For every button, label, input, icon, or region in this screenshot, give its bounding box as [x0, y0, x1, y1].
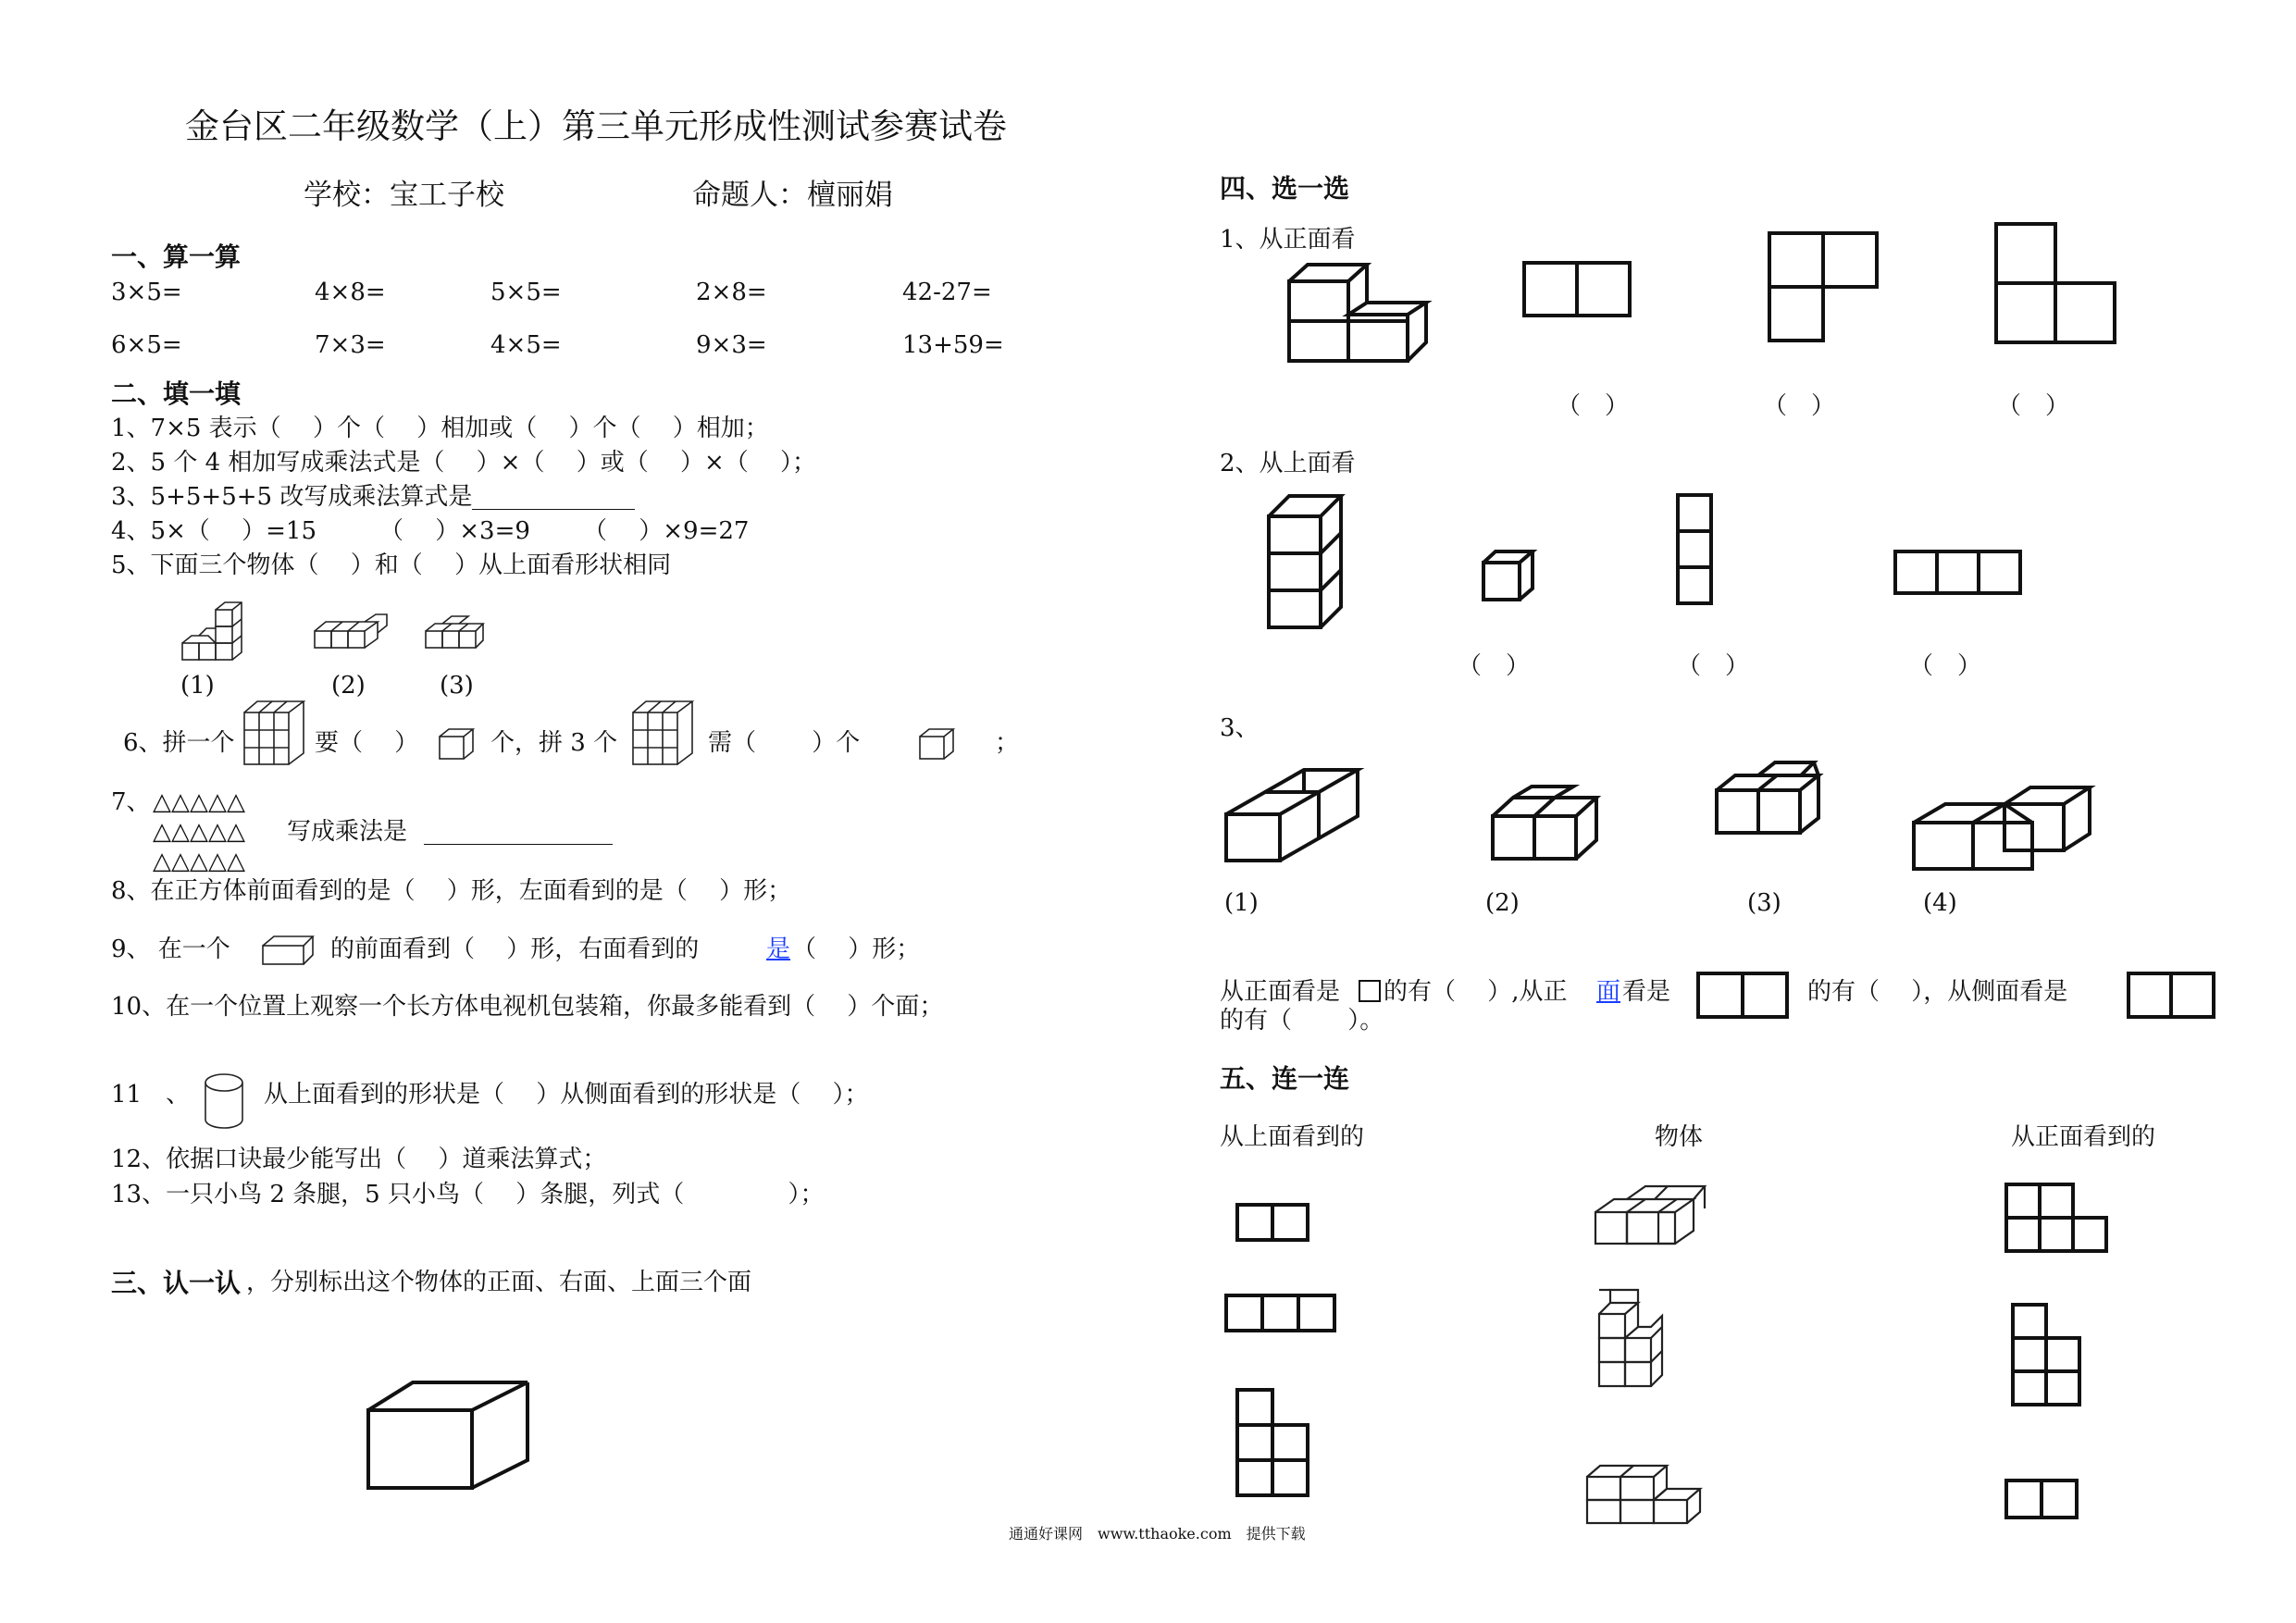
school-label: 学校：宝工子校 [304, 179, 504, 212]
q3-line1a: 从正面看是 [1220, 978, 1341, 1006]
section3-heading: 三、认一认 [111, 1268, 242, 1298]
fill-q9a: 9、 在一个 [111, 935, 230, 963]
fill-q6a: 6、拼一个 [123, 729, 235, 757]
fill-q11b: 从上面看到的形状是（ ）从侧面看到的形状是（ ）； [264, 1081, 869, 1109]
front-view-1[interactable] [2004, 1183, 2112, 1257]
q3-label-3: (3) [1747, 889, 1781, 917]
col-header-object: 物体 [1655, 1123, 1704, 1151]
answer-line-q3[interactable] [472, 509, 635, 510]
author-label: 命题人：檀丽娟 [692, 179, 893, 212]
q3-line1b: 的有（ ）,从正 [1384, 978, 1568, 1006]
section3-text: ，分别标出这个物体的正面、右面、上面三个面 [246, 1269, 752, 1296]
calc-r1-c5: 42-27= [902, 279, 992, 306]
q1-option-3[interactable] [1994, 222, 2120, 348]
q5-label-3: (3) [440, 672, 474, 700]
q2-option-2[interactable] [1675, 492, 1716, 607]
footer-credit: 通通好课网 www.tthaoke.com 提供下载 [1009, 1525, 1306, 1542]
fill-q4c: （ ）×9=27 [583, 517, 750, 545]
q6-large-cube-icon [242, 700, 318, 766]
q3-double-square-icon-2 [2127, 972, 2217, 1020]
q3-line2: 的有（ ）。 [1220, 1007, 1384, 1035]
section5-heading: 五、连一连 [1220, 1063, 1350, 1094]
s3-cuboid-figure[interactable] [361, 1379, 546, 1499]
fill-q6b: 要（ ） [315, 729, 419, 757]
q2-paren-2[interactable]: （ ） [1677, 652, 1750, 680]
q1-option-1[interactable] [1522, 261, 1633, 320]
section2-heading: 二、填一填 [111, 378, 242, 409]
fill-q2: 2、5 个 4 相加写成乘法式是（ ）×（ ）或（ ）×（ ）； [111, 449, 817, 477]
q2-option-3[interactable] [1893, 549, 2024, 597]
section4-heading: 四、选一选 [1220, 173, 1350, 204]
q5-figure-2 [313, 613, 396, 659]
top-view-2[interactable] [1224, 1294, 1339, 1334]
fill-q6d: 需（ ）个 [708, 729, 861, 757]
fill-q13: 13、一只小鸟 2 条腿，5 只小鸟（ ）条腿，列式（ ）； [111, 1181, 825, 1208]
q3-label-2: (2) [1485, 889, 1520, 917]
col-header-front: 从正面看到的 [2011, 1123, 2156, 1151]
choose-q3: 3、 [1220, 714, 1260, 742]
q5-label-1: (1) [180, 672, 215, 700]
fill-q6e: ； [995, 729, 1020, 757]
q3-label-4: (4) [1923, 889, 1957, 917]
fill-q7-prefix: 7、 [111, 788, 151, 816]
q6-small-cube-icon-2 [918, 727, 955, 761]
fill-q11a: 11 、 [111, 1081, 191, 1109]
q2-object-figure [1266, 492, 1355, 631]
fill-q9b: 的前面看到（ ）形，右面看到的 [330, 935, 700, 963]
top-view-3[interactable] [1235, 1388, 1311, 1503]
fill-q5: 5、下面三个物体（ ）和（ ）从上面看形状相同 [111, 551, 672, 579]
fill-q8: 8、在正方体前面看到的是（ ）形，左面看到的是（ ）形； [111, 877, 792, 905]
calc-r2-c3: 4×5= [490, 331, 562, 359]
q5-figure-3 [424, 613, 498, 659]
calc-r2-c1: 6×5= [111, 331, 182, 359]
q3-double-square-icon-1 [1696, 972, 1791, 1020]
choose-q2: 2、从上面看 [1220, 450, 1356, 477]
object-1[interactable] [1594, 1181, 1712, 1247]
q1-paren-2[interactable]: （ ） [1763, 392, 1836, 420]
fill-q12: 12、依据口诀最少能写出（ ）道乘法算式； [111, 1146, 607, 1173]
fill-q6c: 个，拼 3 个 [490, 729, 618, 757]
q2-paren-3[interactable]: （ ） [1909, 652, 1982, 680]
q3-figure-3[interactable] [1714, 759, 1831, 840]
q9-cuboid-icon [261, 933, 316, 966]
object-3[interactable] [1585, 1458, 1711, 1525]
fill-q10: 10、在一个位置上观察一个长方体电视机包装箱，你最多能看到（ ）个面； [111, 993, 944, 1021]
q7-triangles-row2: △△△△△ [153, 818, 245, 846]
q6-small-cube-icon-1 [438, 727, 475, 761]
q3-figure-2[interactable] [1490, 785, 1610, 868]
section1-heading: 一、算一算 [111, 242, 242, 272]
q3-figure-1[interactable] [1223, 755, 1390, 866]
q1-object-figure [1277, 259, 1444, 370]
calc-r1-c3: 5×5= [490, 279, 562, 306]
front-view-2[interactable] [2011, 1303, 2089, 1410]
calc-r2-c5: 13+59= [902, 331, 1004, 359]
fill-q4a: 4、5×（ ）=15 [111, 517, 317, 545]
q5-figure-1 [180, 597, 264, 662]
q2-paren-1[interactable]: （ ） [1458, 652, 1531, 680]
fill-q1: 1、7×5 表示（ ）个（ ）相加或（ ）个（ ）相加； [111, 415, 769, 442]
q6-large-cube-icon-2 [631, 700, 707, 766]
page-title: 金台区二年级数学（上）第三单元形成性测试参赛试卷 [185, 106, 1007, 146]
calc-r2-c4: 9×3= [696, 331, 767, 359]
choose-q1: 1、从正面看 [1220, 226, 1356, 254]
q5-label-2: (2) [331, 672, 366, 700]
q3-label-1: (1) [1224, 889, 1259, 917]
calc-r2-c2: 7×3= [315, 331, 386, 359]
q11-cylinder-icon [202, 1072, 246, 1133]
q1-option-2[interactable] [1768, 231, 1884, 348]
q3-small-square-icon [1358, 979, 1382, 1003]
q7-triangles-row3: △△△△△ [153, 848, 245, 875]
front-view-3[interactable] [2004, 1479, 2080, 1521]
q9-link[interactable]: 是 [766, 935, 791, 963]
fill-q9c: （ ）形； [792, 935, 921, 963]
q1-paren-3[interactable]: （ ） [1997, 392, 2070, 420]
calc-r1-c1: 3×5= [111, 279, 182, 306]
col-header-top: 从上面看到的 [1220, 1123, 1365, 1151]
q3-figure-4[interactable] [1911, 782, 2105, 874]
calc-r1-c4: 2×8= [696, 279, 767, 306]
top-view-1[interactable] [1235, 1203, 1311, 1244]
q3-link[interactable]: 面 [1596, 978, 1621, 1006]
q2-option-1[interactable] [1481, 549, 1545, 604]
answer-line-q7[interactable] [424, 844, 613, 845]
calc-r1-c2: 4×8= [315, 279, 386, 306]
q1-paren-1[interactable]: （ ） [1557, 392, 1630, 420]
fill-q4b: （ ）×3=9 [379, 517, 530, 545]
q3-line1d: 的有（ ），从侧面看是 [1807, 978, 2068, 1006]
q3-line1c: 看是 [1622, 978, 1671, 1006]
fill-q3: 3、5+5+5+5 改写成乘法算式是 [111, 483, 473, 511]
object-2[interactable] [1597, 1286, 1699, 1390]
q7-triangles-row1: △△△△△ [153, 788, 245, 816]
fill-q7-mid: 写成乘法是 [287, 818, 408, 846]
